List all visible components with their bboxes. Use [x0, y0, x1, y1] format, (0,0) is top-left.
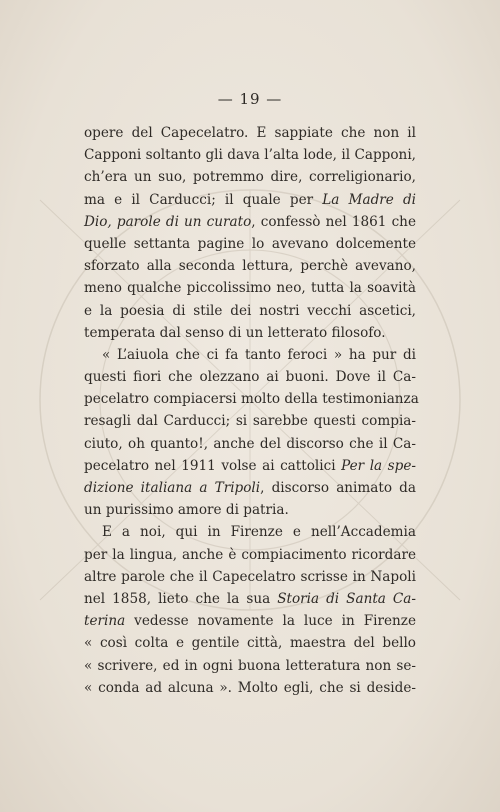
text-line: E a noi, qui in Firenze e nell’Accademia	[102, 524, 416, 541]
text-line: « così colta e gentile città, maestra del bello	[84, 635, 416, 652]
text-line: quelle settanta pagine lo avevano dolcemente	[84, 235, 416, 252]
text-line: « conda ad alcuna ». Molto egli, che si deside-	[84, 679, 416, 696]
text-line: Dio, parole di un curato, confessò nel 1861 che	[84, 213, 416, 230]
text-line: « scrivere, ed in ogni buona letteratura non se-	[84, 657, 416, 674]
text-line: ciuto, oh quanto!, anche del discorso che il Ca-	[84, 435, 416, 452]
text-line: meno qualche piccolissimo neo, tutta la soavità	[84, 280, 416, 297]
text-line: sforzato alla seconda lettura, perchè avevano,	[84, 258, 416, 275]
text-line: dizione italiana a Tripoli, discorso animato da	[84, 480, 416, 496]
text-line: altre parole che il Capecelatro scrisse in Napoli	[84, 568, 416, 585]
text-line: opere del Capecelatro. E sappiate che non il	[84, 125, 416, 141]
text-line: per la lingua, anche è compiacimento ricordare	[84, 546, 416, 563]
text-line: un purissimo amore di patria.	[84, 502, 289, 519]
text-line: resagli dal Carducci; si sarebbe questi compia-	[84, 413, 416, 430]
text-line: pecelatro compiacersi molto della testimonianza	[84, 391, 419, 408]
body-text	[84, 122, 419, 699]
text-line: ch’era un suo, potremmo dire, correligionario,	[84, 169, 416, 186]
text-line: Capponi soltanto gli dava l’alta lode, il Capponi,	[84, 147, 416, 164]
text-line: questi fiori che olezzano ai buoni. Dove il Ca-	[84, 369, 416, 386]
text-line: « L’aiuola che ci fa tanto feroci » ha pur di	[102, 346, 416, 363]
text-line: temperata dal senso di un letterato filosofo.	[84, 324, 386, 341]
text-line: pecelatro nel 1911 volse ai cattolici Per la spe-	[84, 457, 416, 474]
page-number: — 19 —	[217, 90, 283, 108]
text-line: e la poesia di stile dei nostri vecchi ascetici,	[84, 302, 416, 319]
text-line: ma e il Carducci; il quale per La Madre di	[84, 191, 417, 208]
text-line: terina vedesse novamente la luce in Firenze	[84, 613, 416, 630]
text-line: nel 1858, lieto che la sua Storia di Santa Ca-	[84, 590, 416, 607]
